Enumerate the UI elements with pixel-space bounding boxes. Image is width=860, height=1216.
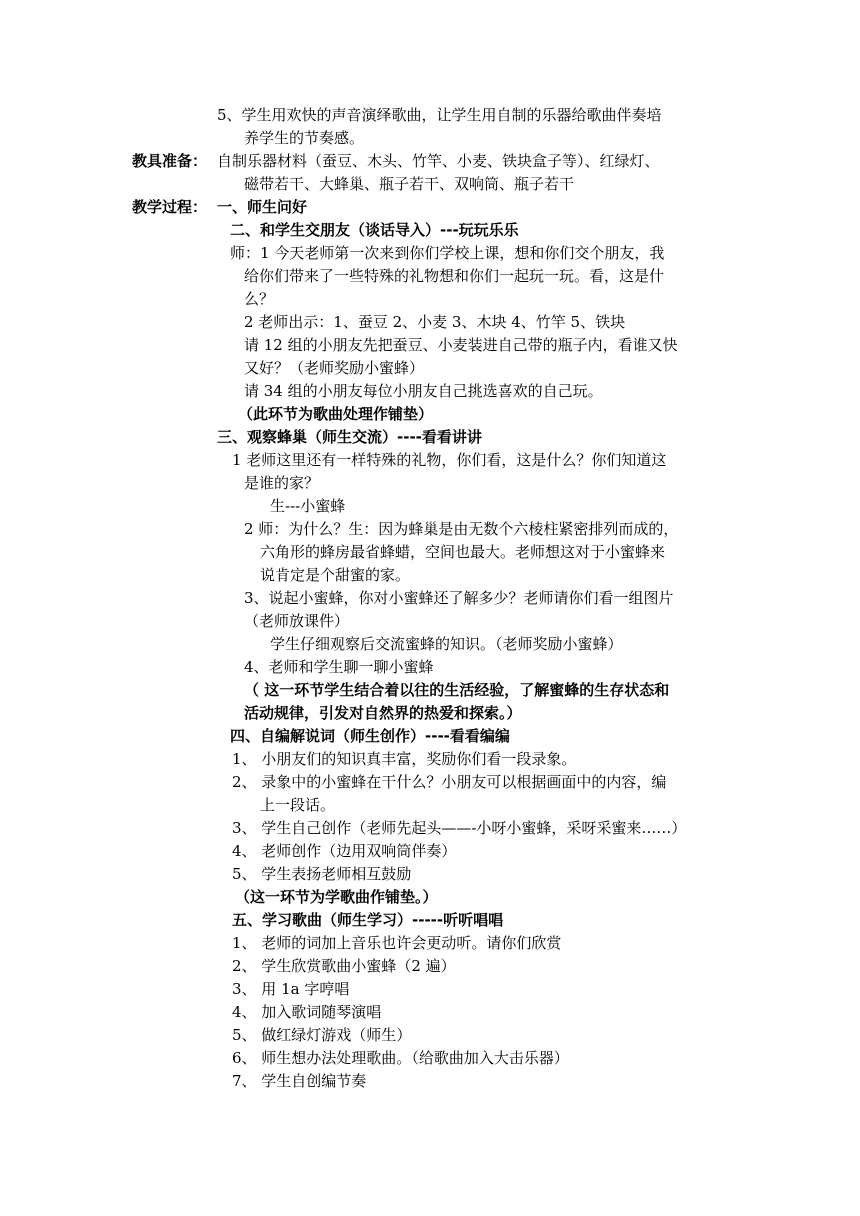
text-line: 上一段话。 — [260, 796, 336, 814]
text-line: 学生仔细观察后交流蜜蜂的知识。（老师奖励小蜜蜂） — [270, 635, 623, 653]
heading: 四、自编解说词（师生创作）----看看编编 — [230, 727, 510, 745]
section-label: 教学过程： — [132, 198, 208, 216]
text-line: 么？ — [244, 290, 275, 308]
heading: 二、和学生交朋友（谈话导入）---玩玩乐乐 — [230, 221, 519, 239]
text-line: 养学生的节奏感。 — [244, 129, 365, 147]
text-line: 磁带若干、大蜂巢、瓶子若干、双响筒、瓶子若干 — [244, 175, 575, 193]
list-item: 5、 做红绿灯游戏（师生） — [232, 1026, 412, 1044]
text-line: 请 34 组的小朋友每位小朋友自己挑选喜欢的自己玩。 — [244, 382, 603, 400]
section-label: 教具准备： — [132, 152, 208, 170]
text-line: 2 老师出示：1、蚕豆 2、小麦 3、木块 4、竹竿 5、铁块 — [244, 313, 626, 331]
list-item: 3、 用 1a 字哼唱 — [232, 980, 350, 998]
text-line: 是谁的家？ — [244, 474, 320, 492]
text-line: 1 老师这里还有一样特殊的礼物，你们看，这是什么？你们知道这 — [232, 451, 667, 469]
note: 活动规律，引发对自然界的热爱和探索。） — [244, 704, 522, 722]
text-line: 给你们带来了一些特殊的礼物想和你们一起玩一玩。看，这是什 — [244, 267, 665, 285]
text-line: 3、说起小蜜蜂，你对小蜜蜂还了解多少？老师请你们看一组图片 — [244, 589, 674, 607]
list-item: 2、 录象中的小蜜蜂在干什么？小朋友可以根据画面中的内容，编 — [232, 773, 667, 791]
text-line: 4、老师和学生聊一聊小蜜蜂 — [244, 658, 434, 676]
list-item: 7、 学生自创编节奏 — [232, 1072, 367, 1090]
list-item: 1、 老师的词加上音乐也许会更动听。请你们欣赏 — [232, 934, 562, 952]
note: （这一环节为学歌曲作铺垫。） — [235, 888, 438, 906]
heading: 三、观察蜂巢（师生交流）----看看讲讲 — [217, 428, 482, 446]
text-line: 说肯定是个甜蜜的家。 — [260, 566, 411, 584]
text-line: 生---小蜜蜂 — [270, 497, 346, 515]
text-line: 2 师：为什么？生：因为蜂巢是由无数个六棱柱紧密排列而成的， — [244, 520, 679, 538]
list-item: 4、 老师创作（边用双响筒伴奏） — [232, 842, 457, 860]
list-item: 4、 加入歌词随琴演唱 — [232, 1003, 382, 1021]
text-line: 自制乐器材料（蚕豆、木头、竹竿、小麦、铁块盒子等）、红绿灯、 — [217, 152, 660, 170]
list-item: 2、 学生欣赏歌曲小蜜蜂（2 遍） — [232, 957, 456, 975]
text-line: 5、学生用欢快的声音演绎歌曲，让学生用自制的乐器给歌曲伴奏培 — [217, 106, 662, 124]
text-line: （老师放课件） — [244, 612, 350, 630]
note: （此环节为歌曲处理作铺垫） — [238, 405, 434, 423]
heading: 一、师生问好 — [217, 198, 308, 216]
note: （ 这一环节学生结合着以往的生活经验，了解蜜蜂的生存状态和 — [244, 681, 670, 699]
text-line: 师：1 今天老师第一次来到你们学校上课，想和你们交个朋友，我 — [230, 244, 665, 262]
list-item: 3、 学生自己创作（老师先起头——-小呀小蜜蜂，采呀采蜜来……） — [232, 819, 687, 837]
text-line: 请 12 组的小朋友先把蚕豆、小麦装进自己带的瓶子内，看谁又快 — [244, 336, 678, 354]
list-item: 5、 学生表扬老师相互鼓励 — [232, 865, 412, 883]
text-line: 六角形的蜂房最省蜂蜡，空间也最大。老师想这对于小蜜蜂来 — [260, 543, 666, 561]
text-line: 又好？（老师奖励小蜜蜂） — [244, 359, 425, 377]
heading: 五、学习歌曲（师生学习）-----听听唱唱 — [232, 911, 504, 929]
list-item: 1、 小朋友们的知识真丰富，奖励你们看一段录象。 — [232, 750, 577, 768]
list-item: 6、 师生想办法处理歌曲。（给歌曲加入大击乐器） — [232, 1049, 569, 1067]
